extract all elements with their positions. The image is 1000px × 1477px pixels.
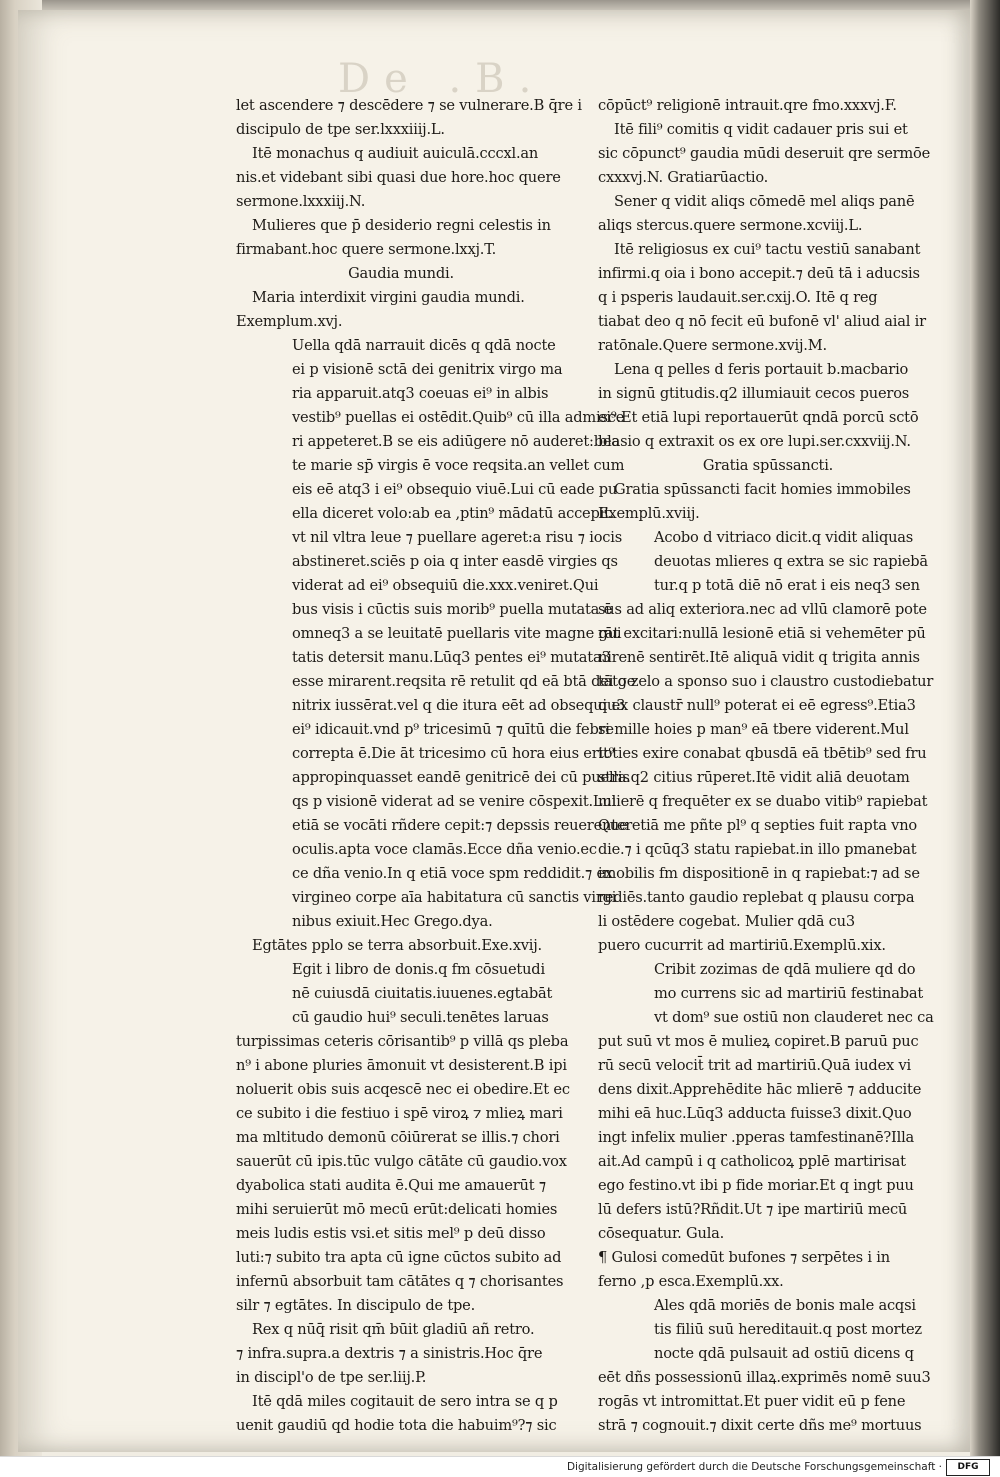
text-line: Itē fili⁹ comitis q vidit cadauer pris sui et (614, 121, 908, 138)
text-line: Mulieres que p̄ desiderio regni celestis in (252, 217, 551, 234)
text-line: cū gaudio hui⁹ seculi.tenētes laruas (292, 1009, 549, 1026)
text-line: cōpūct⁹ religionē intrauit.qre fmo.xxxvj.F. (598, 97, 897, 114)
text-line: mlierē q frequēter ex se duabo vitib⁹ rapiebat (598, 793, 928, 810)
text-line: Sener q vidit aliqs cōmedē mel aliqs panē (614, 193, 915, 210)
text-line: aliqs stercus.quere sermone.xcviij.L. (598, 217, 863, 234)
text-line: nē cuiusdā ciuitatis.iuuenes.egtabāt (292, 985, 553, 1002)
text-line: ce subito i die festiuo i spē viroꝝ ⁊ mlieꝝ mari (236, 1105, 563, 1122)
text-line: viderat ad ei⁹ obsequiū die.xxx.veniret.Qui (292, 577, 599, 594)
text-line: ri appeteret.B se eis adiūgere nō auderet:bea (292, 433, 620, 450)
text-line: in signū gtitudis.q2 illumiauit cecos pueros (598, 385, 910, 402)
text-line: eēt dñs possessionū illaꝝ.exprimēs nomē suu3 (598, 1369, 931, 1386)
text-line: blasio q extraxit os ex ore lupi.ser.cxxviij.N. (598, 433, 911, 450)
text-line: nitrix iussērat.vel q die itura eēt ad obsequiu3 (292, 697, 626, 714)
text-line: q ex claustr̄ null⁹ poterat ei eē egress⁹.Etia3 (598, 697, 916, 714)
text-line: Ales qdā moriēs de bonis male acqsi (654, 1297, 916, 1314)
text-line: Maria interdixit virgini gaudia mundi. (252, 289, 525, 306)
text-line: q i psperis laudauit.ser.cxij.O. Itē q reg (598, 289, 878, 306)
text-line: tis filiū suū hereditauit.q post mortez (654, 1321, 922, 1338)
text-line: lū defers istū?Rñdit.Ut ⁊ ipe martiriū mecū (598, 1201, 908, 1218)
text-line: Cribit zozimas de qdā muliere qd do (654, 961, 916, 978)
text-line: Egtātes pplo se terra absorbuit.Exe.xvij. (252, 937, 542, 954)
text-line: uenit gaudiū qd hodie tota die habuim⁹?⁊ sic (236, 1417, 557, 1434)
text-line: die.⁊ i qcūq3 statu rapiebat.in illo pmanebat (598, 841, 917, 858)
text-line: Itē monachus q audiuit auiculā.cccxl.an (252, 145, 539, 162)
text-line: cōsequatur. Gula. (598, 1225, 725, 1242)
text-line: let ascendere ⁊ descēdere ⁊ se vulnerare.B q̄re i (236, 97, 582, 114)
text-line: in discipl'o de tpe ser.liij.P. (236, 1369, 427, 1386)
text-line: ma mltitudo demonū cōiūrerat se illis.⁊ chori (236, 1129, 560, 1146)
text-line: tatis detersit manu.Lūq3 pentes ei⁹ mutata3 (292, 649, 611, 666)
text-line: nis.et videbant sibi quasi due hore.hoc quere (236, 169, 561, 186)
book-edge (970, 0, 1000, 1456)
text-line: eis eē atq3 i ei⁹ obsequio viuē.Lui cū eade pu (292, 481, 618, 498)
text-line: strā ⁊ cognouit.⁊ dixit certe dñs me⁹ mortuus (598, 1417, 922, 1434)
text-line: Exemplum.xvj. (236, 313, 343, 330)
text-line: virgineo corpe aīa habitatura cū sanctis virgi (292, 889, 617, 906)
text-line: oculis.apta voce clamās.Ecce dña venio.ec (292, 841, 597, 858)
text-line: tur.q p totā diē nō erat i eis neq3 sen (654, 577, 920, 594)
text-line: nocte qdā pulsauit ad ostiū dicens q (654, 1345, 914, 1362)
text-line: sic cōpunct⁹ gaudia mūdi deseruit qre sermōe (598, 145, 931, 162)
text-line: meis ludis estis vsi.et sitis mel⁹ p deū disso (236, 1225, 546, 1242)
text-line: vestib⁹ puellas ei ostēdit.Quib⁹ cū illa admisce (292, 409, 625, 426)
text-line: te marie sp̄ virgis ē voce reqsita.an vellet cum (292, 457, 625, 474)
text-line: Lena q pelles d feris portauit b.macbario (614, 361, 909, 378)
text-line: Rex q nūq̄ risit qm̄ būit gladiū añ retro. (252, 1321, 535, 1338)
text-line: infirmi.q oia i bono accepit.⁊ deū tā i aducsis (598, 265, 920, 282)
text-line: esse mirarent.reqsita rē retulit qd eā btā dei ge (292, 673, 636, 690)
text-line: ella diceret volo:ab ea ,ptin⁹ mādatū accepit. (292, 505, 615, 522)
text-line: rāt excitari:nullā lesionē etiā si vehemēter pū (598, 625, 926, 642)
bleed-through-heading: De .B. (338, 56, 546, 102)
text-line: noluerit obis suis acqescē nec ei obedire.Et ec (236, 1081, 570, 1098)
text-line: ratōnale.Quere sermone.xvij.M. (598, 337, 827, 354)
text-line: toties exire conabat qbusdā eā tbētib⁹ sed fru (598, 745, 927, 762)
text-line: etiā se vocāti rñdere cepit:⁊ depssis reuerenter (292, 817, 633, 834)
text-line: correpta ē.Die āt tricesimo cū hora eius erit⁹ (292, 745, 615, 762)
text-line: vt nil vltra leue ⁊ puellare ageret:a risu ⁊ iocis (292, 529, 623, 546)
text-line: Exemplū.xviij. (598, 505, 700, 522)
text-line: bus visis i cūctis suis morib⁹ puella mutata ē (292, 601, 613, 618)
dfg-logo: DFG (946, 1459, 990, 1476)
text-line: ria apparuit.atq3 coeuas ei⁹ in albis (292, 385, 549, 402)
text-line: cxxxvj.N. Gratiarūactio. (598, 169, 769, 186)
text-line: dyabolica stati audita ē.Qui me amauerūt ⁊ (236, 1177, 546, 1194)
text-line: sauerūt cū ipis.tūc vulgo cātāte cū gaudio.vox (236, 1153, 567, 1170)
text-line: rogās vt intromittat.Et puer vidit eū p fene (598, 1393, 906, 1410)
footer-credit: Digitalisierung gefördert durch die Deutsche Forschungsgemeinschaft · (566, 1461, 942, 1473)
text-line: n⁹ i abone pluries āmonuit vt desisterent.B ipi (236, 1057, 567, 1074)
text-line: ingt infelix mulier .pperas tamfestinanē?Illa (598, 1129, 915, 1146)
text-line: sus ad aliq exteriora.nec ad vllū clamorē pote (598, 601, 927, 618)
text-line: mo currens sic ad martiriū festinabat (654, 985, 923, 1002)
text-line: ego festino.vt ibi p fide moriar.Et q ingt puu (598, 1177, 914, 1194)
text-line: firmabant.hoc quere sermone.lxxj.T. (236, 241, 497, 258)
text-line: tiabat deo q nō fecit eū bufonē vl' aliud aial ir (598, 313, 926, 330)
text-line: Uella qdā narrauit dicēs q qdā nocte (292, 337, 556, 354)
text-line: si mille hoies p man⁹ eā tbere viderent.Mul (598, 721, 909, 738)
text-line: appropinquasset eandē genitricē dei cū puellis (292, 769, 630, 786)
text-line: li ostēdere cogebat. Mulier qdā cu3 (598, 913, 855, 930)
text-line: nirenē sentirēt.Itē aliquā vidit q trigita annis (598, 649, 920, 666)
text-line: mihi eā huc.Lūq3 adducta fuisse3 dixit.Quo (598, 1105, 912, 1122)
text-line: Gaudia mundi. (348, 265, 454, 282)
text-line: Gratia spūssancti facit homies immobiles (614, 481, 911, 498)
text-line: put suū vt mos ē mulieꝝ copiret.B paruū puc (598, 1033, 919, 1050)
text-line: omneq3 a se leuitatē puellaris vite magne gui (292, 625, 622, 642)
text-line: turpissimas ceteris cōrisantib⁹ p villā qs pleba (236, 1033, 569, 1050)
text-line: ⁊ infra.supra.a dextris ⁊ a sinistris.Hoc q̄re (236, 1345, 543, 1362)
text-line: rediēs.tanto gaudio replebat q plausu corpa (598, 889, 915, 906)
text-line: ei p visionē sctā dei genitrix virgo ma (292, 361, 563, 378)
text-line: tāto zelo a sponso suo i claustro custodiebatur (598, 673, 934, 690)
text-line: luti:⁊ subito tra apta cū igne cūctos subito ad (236, 1249, 562, 1266)
text-line: ait.Ad campū i q catholicoꝝ pplē martirisat (598, 1153, 906, 1170)
text-line: ¶ Gulosi comedūt bufones ⁊ serpētes i in (598, 1249, 890, 1266)
footer-bar (0, 1456, 1000, 1477)
text-line: silr ⁊ egtātes. In discipulo de tpe. (236, 1297, 476, 1314)
text-line: dens dixit.Apprehēdite hāc mlierē ⁊ adducite (598, 1081, 922, 1098)
text-line: ei⁹.Et etiā lupi reportauerūt qndā porcū sctō (598, 409, 919, 426)
text-line: abstineret.sciēs p oia q inter easdē virgies qs (292, 553, 618, 570)
text-line: rū secū velocit̄ trit ad martiriū.Quā iudex vi (598, 1057, 911, 1074)
text-line: vt dom⁹ sue ostiū non clauderet nec ca (654, 1009, 934, 1026)
text-line: ferno ,p esca.Exemplū.xx. (598, 1273, 784, 1290)
text-line: Gratia spūssancti. (702, 457, 834, 474)
text-line: Acobo d vitriaco dicit.q vidit aliquas (654, 529, 914, 546)
right-text-column (598, 94, 938, 1438)
text-line: imobilis fm dispositionē in q rapiebat:⁊ ad se (598, 865, 920, 882)
left-text-column (236, 94, 636, 1438)
text-line: deuotas mlieres q extra se sic rapiebā (654, 553, 928, 570)
text-line: Itē religiosus ex cui⁹ tactu vestiū sanabant (614, 241, 921, 258)
text-line: qs p visionē viderat ad se venire cōspexit.Lui (292, 793, 617, 810)
text-line: ei⁹ idicauit.vnd p⁹ tricesimū ⁊ quītū die febre (292, 721, 614, 738)
text-line: stra.q2 citius rūperet.Itē vidit aliā deuotam (598, 769, 910, 786)
text-line: puero cucurrit ad martiriū.Exemplū.xix. (598, 937, 886, 954)
text-line: discipulo de tpe ser.lxxxiiij.L. (236, 121, 445, 138)
text-line: sermone.lxxxiij.N. (236, 193, 366, 210)
text-line: nibus exiuit.Hec Grego.dya. (292, 913, 493, 930)
text-line: Que etiā me pñte pl⁹ q septies fuit rapta vno (598, 817, 918, 834)
text-line: ce dña venio.In q etiā voce spm reddidit.⁊ ex (292, 865, 613, 882)
text-line: Egit i libro de donis.q fm cōsuetudi (292, 961, 545, 978)
text-line: infernū absorbuit tam cātātes q ⁊ chorisantes (236, 1273, 564, 1290)
text-line: Itē qdā miles cogitauit de sero intra se q p (252, 1393, 558, 1410)
text-line: mihi seruierūt mō mecū erūt:delicati homies (236, 1201, 558, 1218)
